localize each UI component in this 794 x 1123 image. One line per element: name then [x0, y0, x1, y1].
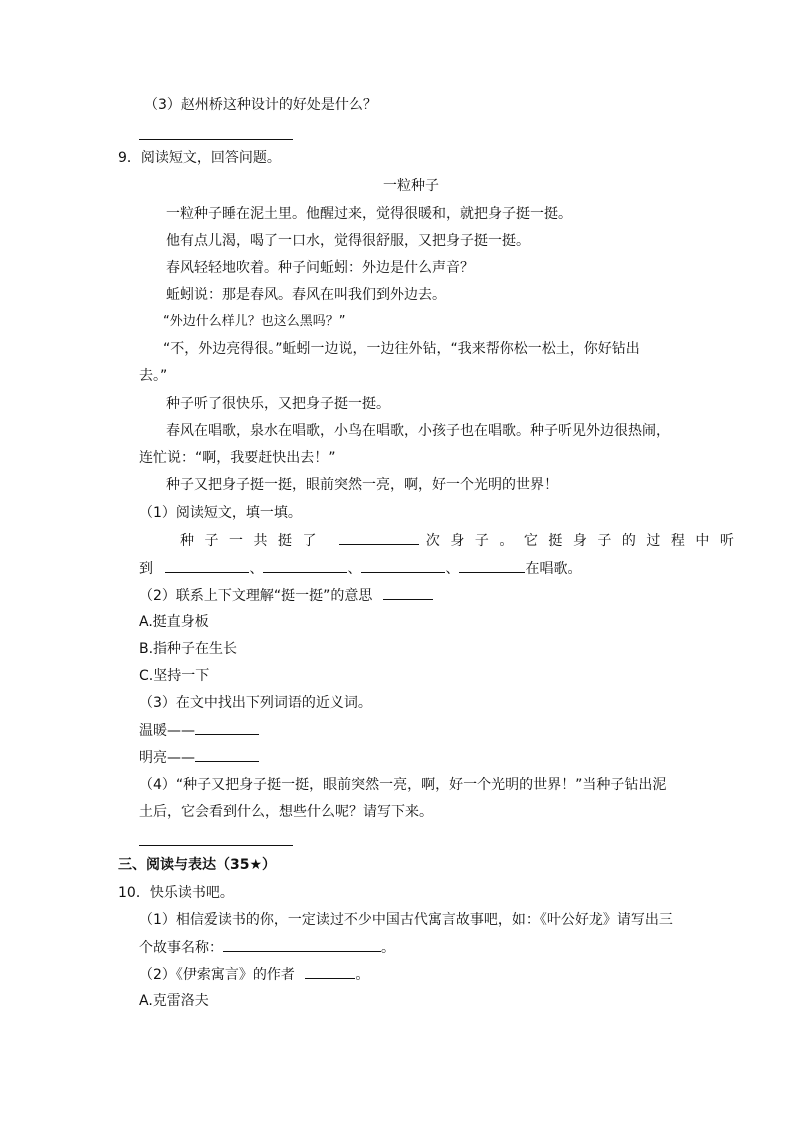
q9-sub1-line2 [139, 558, 581, 579]
period: 。 [355, 967, 370, 983]
q9-sub3-title: （3）在文中找出下列词语的近义词。 [139, 695, 372, 711]
passage-title: 一粒种子 [383, 178, 439, 194]
option-c[interactable]: C.坚持一下 [139, 668, 210, 684]
q9-sub1-end: 在唱歌。 [525, 561, 582, 577]
q9-sub1-line1 [180, 530, 744, 551]
separator: 、 [249, 561, 264, 577]
singer-blank-1[interactable] [165, 558, 249, 573]
singer-blank-4[interactable] [459, 558, 525, 573]
q9-sub4-line1: （4）“种子又把身子挺一挺，眼前突然一亮，啊，好一个光明的世界！”当种子钻出泥 [139, 777, 667, 793]
option-b[interactable]: B.指种子在生长 [139, 641, 238, 657]
author-blank[interactable] [305, 964, 355, 979]
option-a[interactable]: A.挺直身板 [139, 614, 209, 630]
count-blank[interactable] [339, 530, 419, 545]
singer-blank-3[interactable] [361, 558, 445, 573]
passage-paragraph: 种子又把身子挺一挺，眼前突然一亮，啊，好一个光明的世界！ [166, 477, 558, 493]
q9-sub1-title: （1）阅读短文，填一填。 [139, 505, 302, 521]
passage-paragraph: 春风在唱歌，泉水在唱歌，小鸟在唱歌，小孩子也在唱歌。种子听见外边很热闹， [166, 423, 670, 439]
q9-sub1-text-a: 种子一共挺了 [180, 533, 327, 549]
passage-paragraph: 蚯蚓说：那是春风。春风在叫我们到外边去。 [166, 287, 446, 303]
passage-paragraph: “不，外边亮得很。”蚯蚓一边说，一边往外钻，“我来帮你松一松土，你好钻出 [163, 341, 640, 357]
q10-sub2-line [139, 964, 369, 985]
q9-sub1-text-dao: 到 [139, 561, 153, 577]
separator: 、 [445, 561, 460, 577]
synonym-item-warm [139, 720, 259, 741]
passage-paragraph: 他有点儿渴，喝了一口水，觉得很舒服，又把身子挺一挺。 [166, 233, 530, 249]
period: 。 [381, 940, 395, 956]
story-names-blank[interactable] [223, 937, 381, 952]
section-3-title: 三、阅读与表达（35★） [118, 857, 277, 873]
q9-sub4-answer-line[interactable] [139, 845, 293, 846]
q10-sub1-label: 个故事名称： [139, 940, 223, 956]
passage-paragraph: “外边什么样儿？也这么黑吗？” [163, 314, 346, 329]
passage-paragraph: 一粒种子睡在泥土里。他醒过来，觉得很暖和，就把身子挺一挺。 [166, 206, 572, 222]
synonym-blank[interactable] [195, 720, 259, 735]
passage-paragraph: 连忙说：“啊，我要赶快出去！” [139, 450, 336, 466]
separator: 、 [347, 561, 362, 577]
q10-sub1-line2 [139, 937, 395, 958]
q10-option-a[interactable]: A.克雷洛夫 [139, 993, 209, 1009]
passage-paragraph: 种子听了很快乐，又把身子挺一挺。 [166, 396, 390, 412]
q8-sub3-question: （3）赵州桥这种设计的好处是什么？ [144, 97, 377, 113]
q10-sub1-line1: （1）相信爱读书的你，一定读过不少中国古代寓言故事吧，如：《叶公好龙》请写出三 [139, 912, 673, 928]
q9-sub2-title: （2）联系上下文理解“挺一挺”的意思 [139, 588, 373, 604]
synonym-label: 温暖—— [139, 723, 195, 739]
passage-paragraph: 去。” [139, 368, 168, 384]
q9-title: 9．阅读短文，回答问题。 [118, 150, 281, 166]
q10-sub2-label: （2）《伊索寓言》的作者 [139, 967, 295, 983]
singer-blank-2[interactable] [263, 558, 347, 573]
q9-sub1-text-b: 次身子。它挺身子的过程中听 [425, 533, 745, 549]
synonym-label: 明亮—— [139, 750, 195, 766]
q10-title: 10．快乐读书吧。 [118, 885, 234, 901]
passage-paragraph: 春风轻轻地吹着。种子问蚯蚓：外边是什么声音？ [166, 260, 474, 276]
q9-sub2-blank[interactable] [383, 585, 433, 600]
synonym-item-bright [139, 747, 259, 768]
q9-sub2-line [139, 585, 433, 606]
q9-sub4-line2: 土后，它会看到什么，想些什么呢？请写下来。 [139, 804, 433, 820]
q8-sub3-answer-line[interactable] [139, 139, 293, 140]
synonym-blank[interactable] [195, 747, 259, 762]
